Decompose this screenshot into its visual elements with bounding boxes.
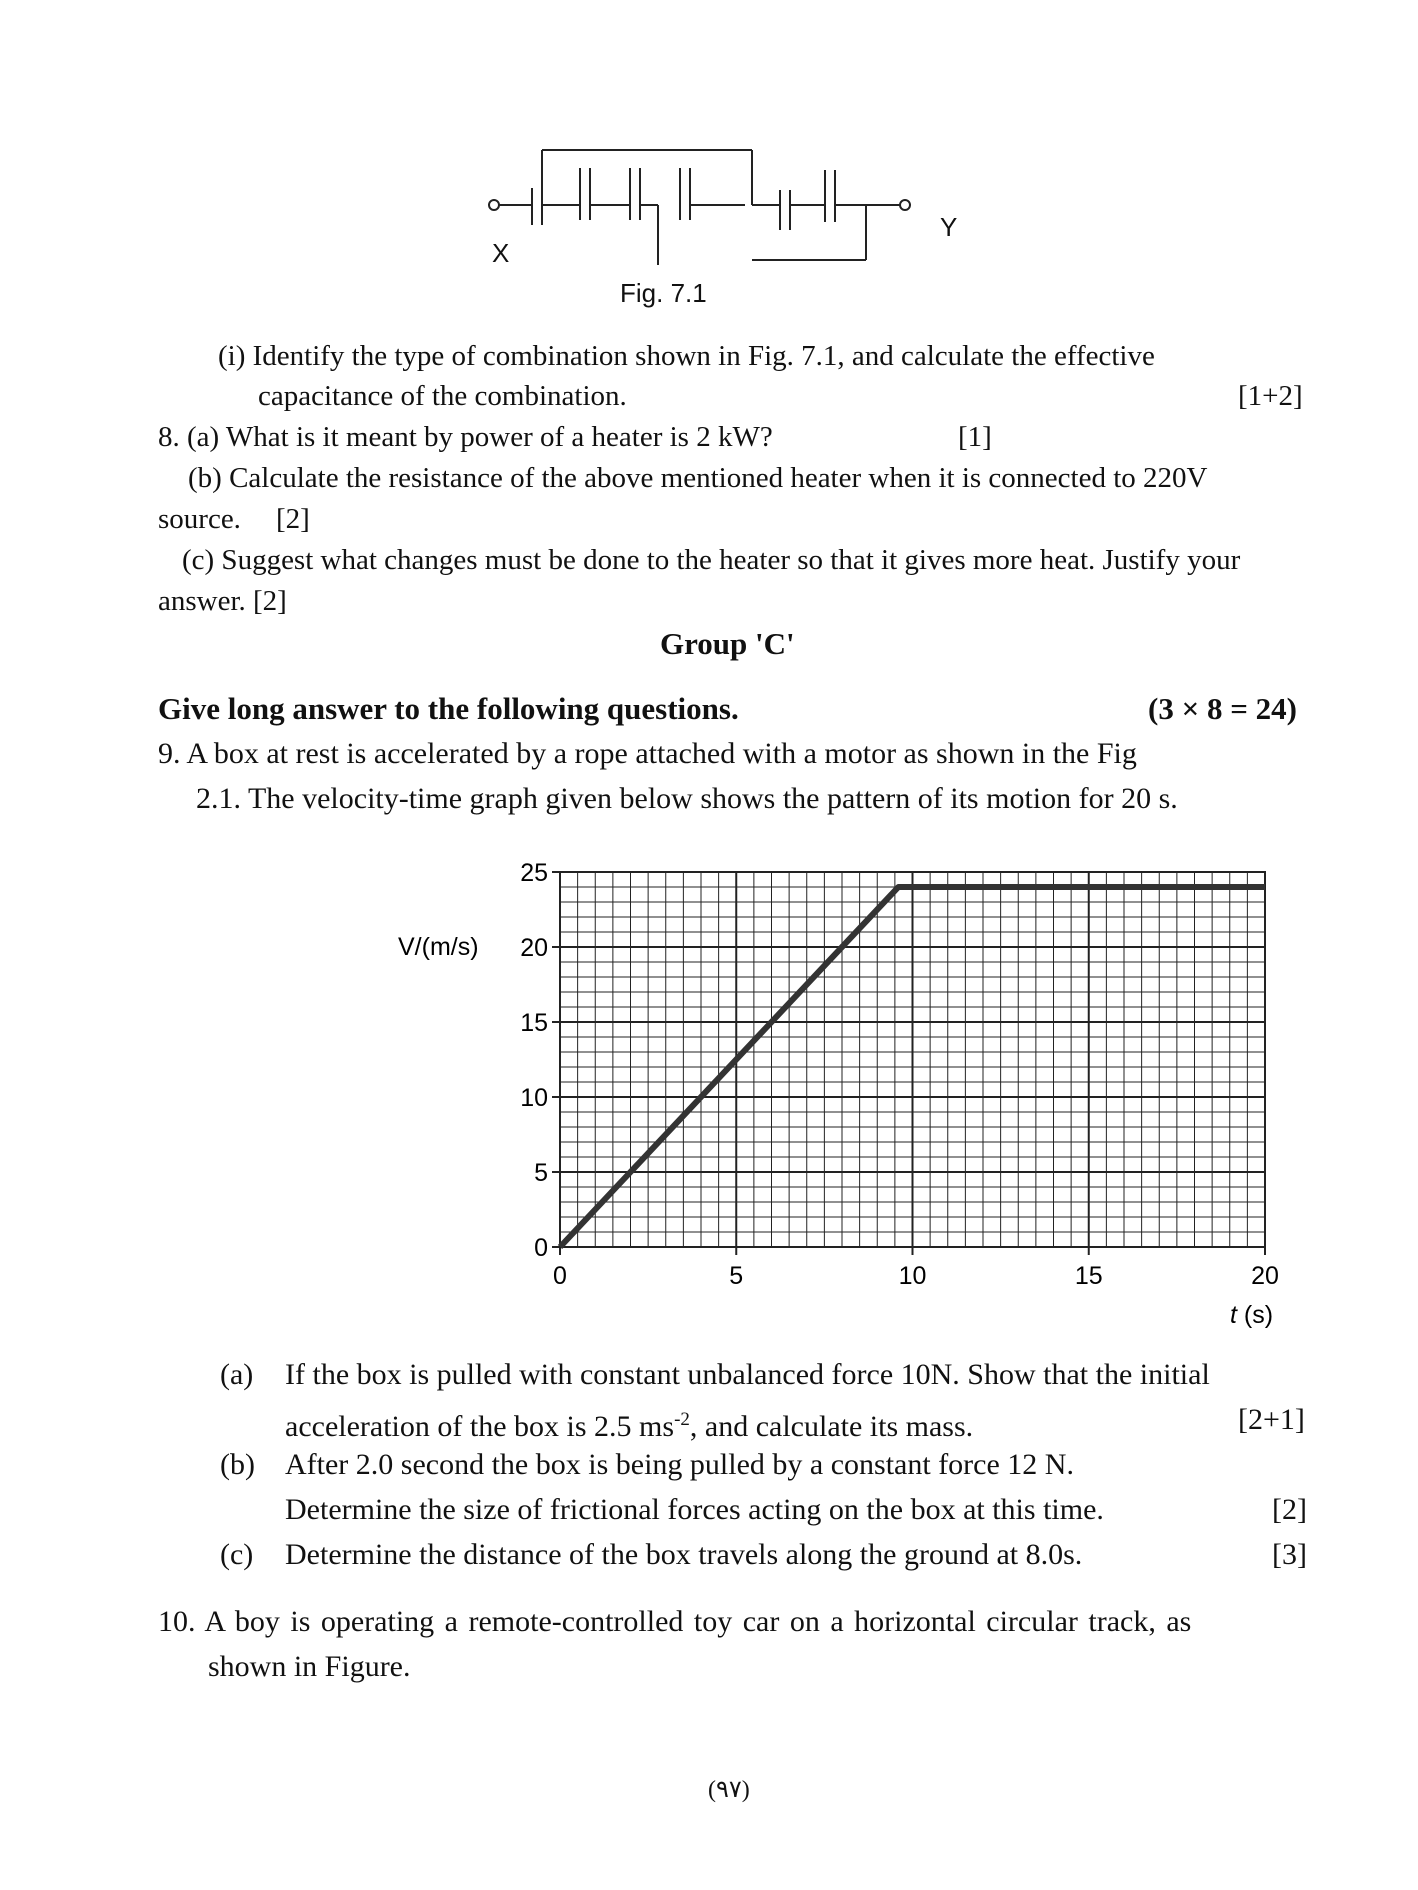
q8-a: 8. (a) What is it meant by power of a heater is 2 kW?: [158, 421, 773, 453]
q9-line1: 9. A box at rest is accelerated by a rope attached with a motor as shown in the Fig: [158, 737, 1137, 770]
q9-b-line1: After 2.0 second the box is being pulled by a constant force 12 N.: [285, 1448, 1074, 1481]
q8-a-marks: [1]: [958, 421, 992, 453]
y-tick-label: 15: [520, 1009, 548, 1037]
velocity-time-chart: [380, 845, 1300, 1335]
q7-i-line2: capacitance of the combination.: [258, 380, 627, 412]
q9-a-marks: [2+1]: [1238, 1403, 1305, 1436]
x-tick-label: 15: [1074, 1262, 1103, 1290]
chart-ticks: [520, 859, 1279, 1290]
q8-c-line1: (c) Suggest what changes must be done to the heater so that it gives more heat. Justify your: [182, 544, 1241, 576]
q9-a-line2: acceleration of the box is 2.5 $ms^{-2}$, and calculate its mass.: [285, 1409, 974, 1443]
q9-line2: 2.1. The velocity-time graph given below shows the pattern of its motion for 20 s.: [196, 782, 1178, 815]
x-tick-label: 0: [553, 1262, 567, 1290]
y-axis-label: V/(m/s): [398, 933, 479, 961]
q9-c-marks: [3]: [1272, 1538, 1307, 1571]
page-number: (٩٧): [708, 1777, 750, 1803]
q10-line2: shown in Figure.: [208, 1650, 411, 1683]
q8-b-line1: (b) Calculate the resistance of the above mentioned heater when it is connected to 220V: [188, 462, 1208, 494]
group-instruction: Give long answer to the following questions.: [158, 691, 739, 726]
y-tick-label: 10: [520, 1084, 548, 1112]
q10-line1: 10. A boy is operating a remote-controlled toy car on a horizontal circular track, as: [158, 1605, 1192, 1638]
q9-c-line1: Determine the distance of the box travels along the ground at 8.0s.: [285, 1538, 1083, 1571]
terminal-y: [900, 200, 910, 210]
capacitor-network-diagram: [480, 140, 960, 280]
q7-i-marks: [1+2]: [1238, 380, 1303, 412]
q9-b-line2: Determine the size of frictional forces acting on the box at this time.: [285, 1493, 1104, 1526]
y-tick-label: 5: [534, 1159, 548, 1187]
x-tick-label: 20: [1251, 1262, 1279, 1290]
y-tick-label: 25: [520, 859, 548, 887]
x-axis-label: t (s): [1230, 1301, 1274, 1329]
y-tick-label: 20: [520, 934, 548, 962]
q9-a-label: (a): [220, 1358, 254, 1391]
q8-b-marks: [2]: [276, 503, 310, 535]
terminal-x-label: X: [492, 238, 510, 268]
y-tick-label: 0: [534, 1234, 548, 1262]
q8-b-line2: source.: [158, 503, 241, 535]
q9-b-marks: [2]: [1272, 1493, 1307, 1526]
x-tick-label: 5: [729, 1262, 744, 1290]
terminal-y-label: Y: [940, 212, 958, 242]
x-tick-label: 10: [898, 1262, 927, 1290]
q7-i-line1: (i) Identify the type of combination shown in Fig. 7.1, and calculate the effective: [218, 340, 1155, 372]
q9-b-label: (b): [220, 1448, 255, 1481]
q9-c-label: (c): [220, 1538, 254, 1571]
group-marks: (3 × 8 = 24): [1148, 691, 1297, 726]
terminal-x: [489, 200, 499, 210]
figure-caption: Fig. 7.1: [620, 278, 707, 308]
q9-a-line1: If the box is pulled with constant unbalanced force 10N. Show that the initial: [285, 1358, 1210, 1391]
q8-c-line2: answer. [2]: [158, 585, 287, 617]
group-title: Group 'C': [660, 626, 795, 661]
